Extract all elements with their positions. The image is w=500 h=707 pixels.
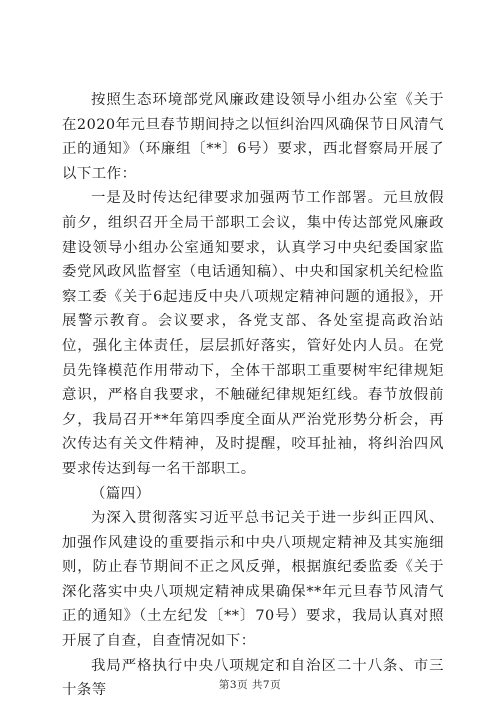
paragraph-intro: 按照生态环境部党风廉政建设领导小组办公室《关于在2020年元旦春节期间持之以恒纠治四风确保节日风清气正的通知》（环廉组〔**〕6号）要求，西北督察局开展了以下工作： [62, 92, 444, 182]
section-heading: （篇四） [91, 485, 151, 502]
page-indicator: 第3页 共7页 [218, 679, 282, 691]
paragraph-strict-implementation: 我局严格执行中央八项规定和自治区二十八条、市三十条等 [62, 657, 444, 699]
page-footer [0, 677, 500, 692]
paragraph-self-inspection: 为深入贯彻落实习近平总书记关于进一步纠正四风、加强作风建设的重要指示和中央八项规定精神及其实施细则，防止春节期间不正之风反弹，根据旗纪委监委《关于深化落实中央八项规定精神成果确保**年元旦春节风清气正的通知》（土左纪发〔**〕70号）要求，我局认真对照开展了自查，自查情况如下： [62, 510, 444, 650]
paragraph-discipline-requirements: 一是及时传达纪律要求加强两节工作部署。元旦放假前夕，组织召开全局干部职工会议，集中传达部党风廉政建设领导小组办公室通知要求，认真学习中央纪委国家监委党风政风监督室（电话通知稿）、中央和国家机关纪检监察工委《关于6起违反中央八项规定精神问题的通报》，开展警示教育。会议要求，各党支部、各处室提高政治站位，强化主体责任，层层抓好落实，管好处内人员。在党员先锋模范作用带动下，全体干部职工重要树牢纪律规矩意识，严格自我要求，不触碰纪律规矩红线。春节放假前夕，我局召开**年第四季度全面从严治党形势分析会，再次传达有关文件精神，及时提醒，咬耳扯袖，将纠治四风要求传达到每一名干部职工。 [62, 190, 444, 477]
document-body [62, 88, 444, 703]
